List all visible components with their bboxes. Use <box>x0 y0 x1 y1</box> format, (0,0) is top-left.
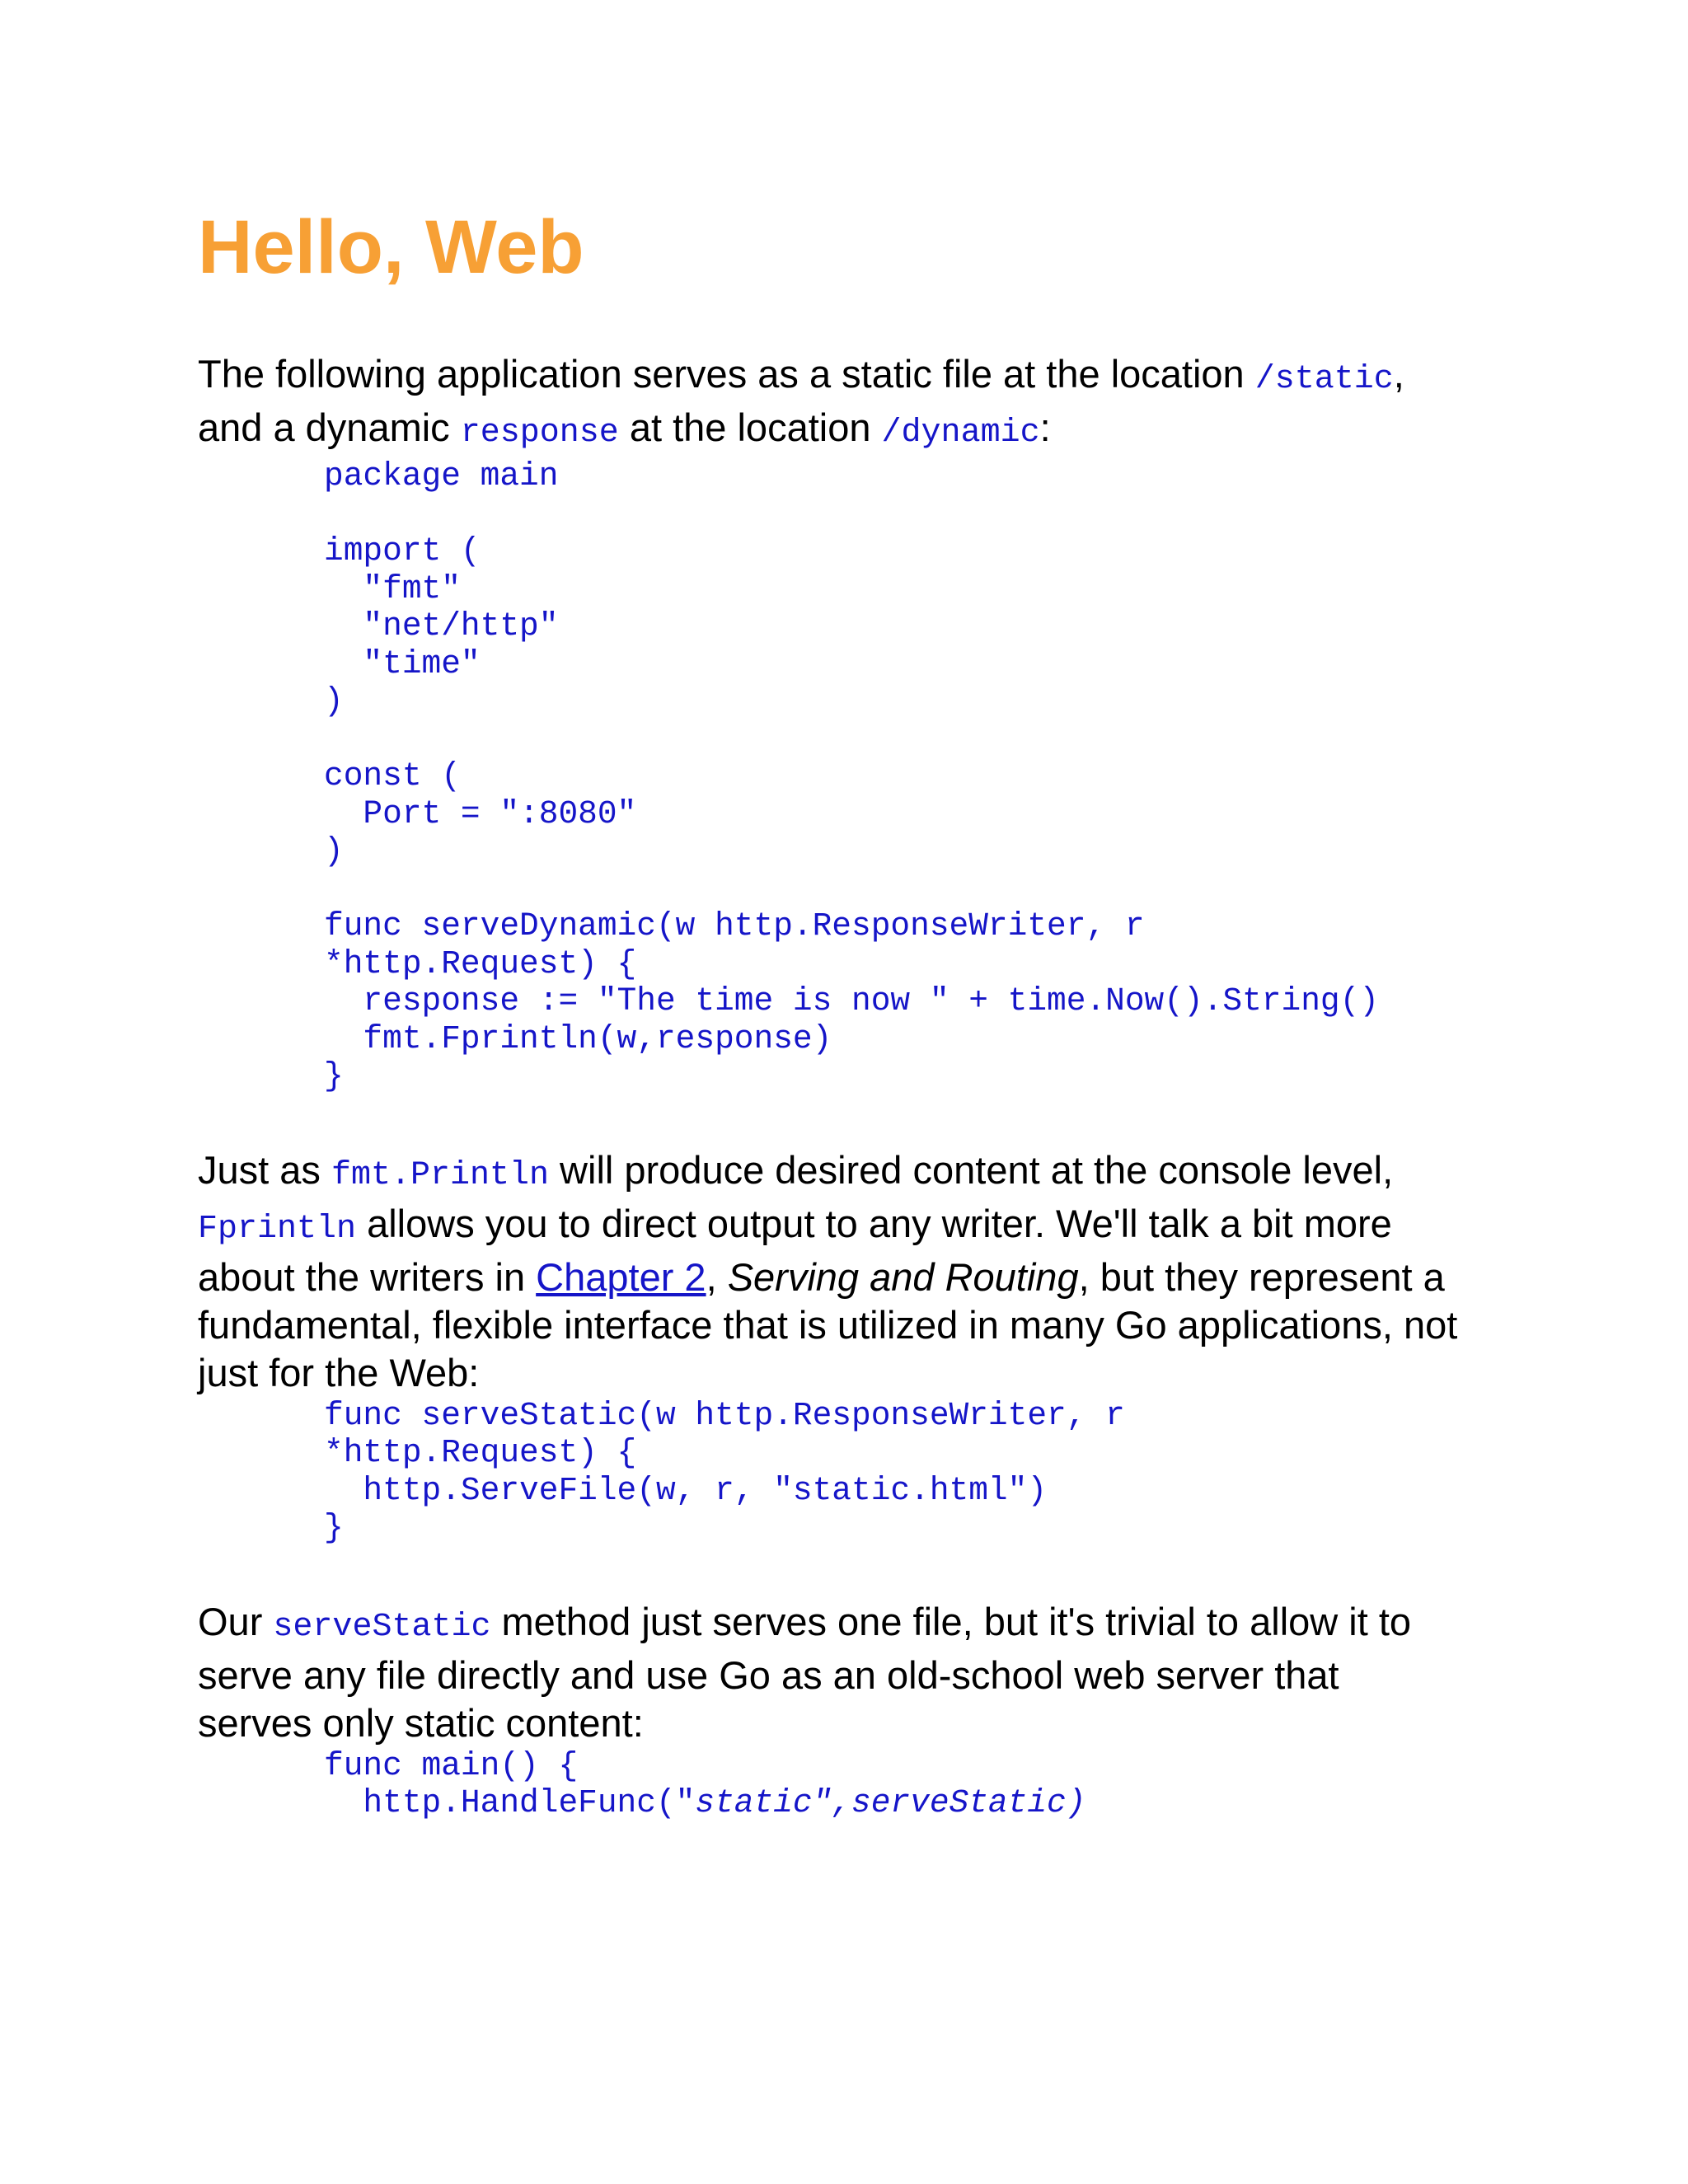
text-run: method just serves one file, but it's trivial to allow it to <box>490 1599 1412 1643</box>
inline-code-fmt-println: fmt.Println <box>331 1156 549 1194</box>
code-line: http.HandleFunc(" <box>324 1784 696 1822</box>
text-run: Just as <box>198 1147 331 1192</box>
code-line: response := "The time is now " + time.Now().String() <box>324 982 1380 1020</box>
text-run: and a dynamic <box>198 405 461 450</box>
text-run: Our <box>198 1599 274 1643</box>
code-block-serve-static <box>324 1397 1517 1547</box>
code-line: } <box>324 1057 344 1095</box>
text-run: The following application serves as a static file at the location <box>198 352 1255 396</box>
code-line: const ( <box>324 757 461 795</box>
code-line: "time" <box>324 644 481 682</box>
inline-code-response: response <box>460 415 619 452</box>
text-run: , but they represent a <box>1078 1254 1445 1299</box>
page-title: Hello, Web <box>198 205 584 289</box>
paragraph-intro <box>198 350 1517 457</box>
code-block-main-func <box>324 1747 1517 1822</box>
text-run: allows you to direct output to any writer. We'll talk a bit more <box>356 1201 1392 1245</box>
inline-code-static: /static <box>1254 361 1394 399</box>
text-run: serve any file directly and use Go as an old-school web server that <box>198 1652 1339 1697</box>
emphasis-text: Serving and Routing <box>727 1254 1079 1299</box>
code-line: ) <box>324 832 344 870</box>
inline-code-serve-static: serveStatic <box>273 1608 491 1646</box>
paragraph-writers <box>198 1146 1517 1397</box>
paragraph-serve-static <box>198 1598 1517 1747</box>
text-run: , <box>706 1254 728 1299</box>
document-page <box>198 206 1517 1822</box>
code-line: http.ServeFile(w, r, "static.html") <box>324 1471 1048 1509</box>
text-run: just for the Web: <box>198 1350 480 1394</box>
code-line: fmt.Fprintln(w,response) <box>324 1019 832 1057</box>
code-line: func main() { <box>324 1746 579 1784</box>
code-line: } <box>324 1509 344 1547</box>
code-line: *http.Request) { <box>324 944 637 982</box>
code-line: func serveStatic(w http.ResponseWriter, r <box>324 1396 1125 1434</box>
code-line-italic: static",serveStatic) <box>695 1784 1086 1822</box>
chapter-2-link[interactable]: Chapter 2 <box>536 1254 706 1299</box>
text-run: fundamental, flexible interface that is utilized in many Go applications, not <box>198 1302 1458 1347</box>
text-run: at the location <box>618 405 882 450</box>
code-block-main <box>324 457 1517 1095</box>
code-line: *http.Request) { <box>324 1434 637 1472</box>
text-run: will produce desired content at the console level, <box>549 1147 1394 1192</box>
code-line: import ( <box>324 532 481 570</box>
code-line: "net/http" <box>324 607 559 645</box>
code-line: "fmt" <box>324 569 461 607</box>
code-line: ) <box>324 682 344 720</box>
inline-code-dynamic: /dynamic <box>881 415 1040 452</box>
text-run: : <box>1039 405 1051 450</box>
code-line: package main <box>324 457 559 495</box>
code-line: func serveDynamic(w http.ResponseWriter, r <box>324 907 1145 945</box>
text-run: , <box>1393 352 1404 396</box>
code-line: Port = ":8080" <box>324 794 637 832</box>
text-run: about the writers in <box>198 1254 537 1299</box>
text-run: serves only static content: <box>198 1700 644 1745</box>
inline-code-fprintln: Fprintln <box>198 1210 357 1248</box>
